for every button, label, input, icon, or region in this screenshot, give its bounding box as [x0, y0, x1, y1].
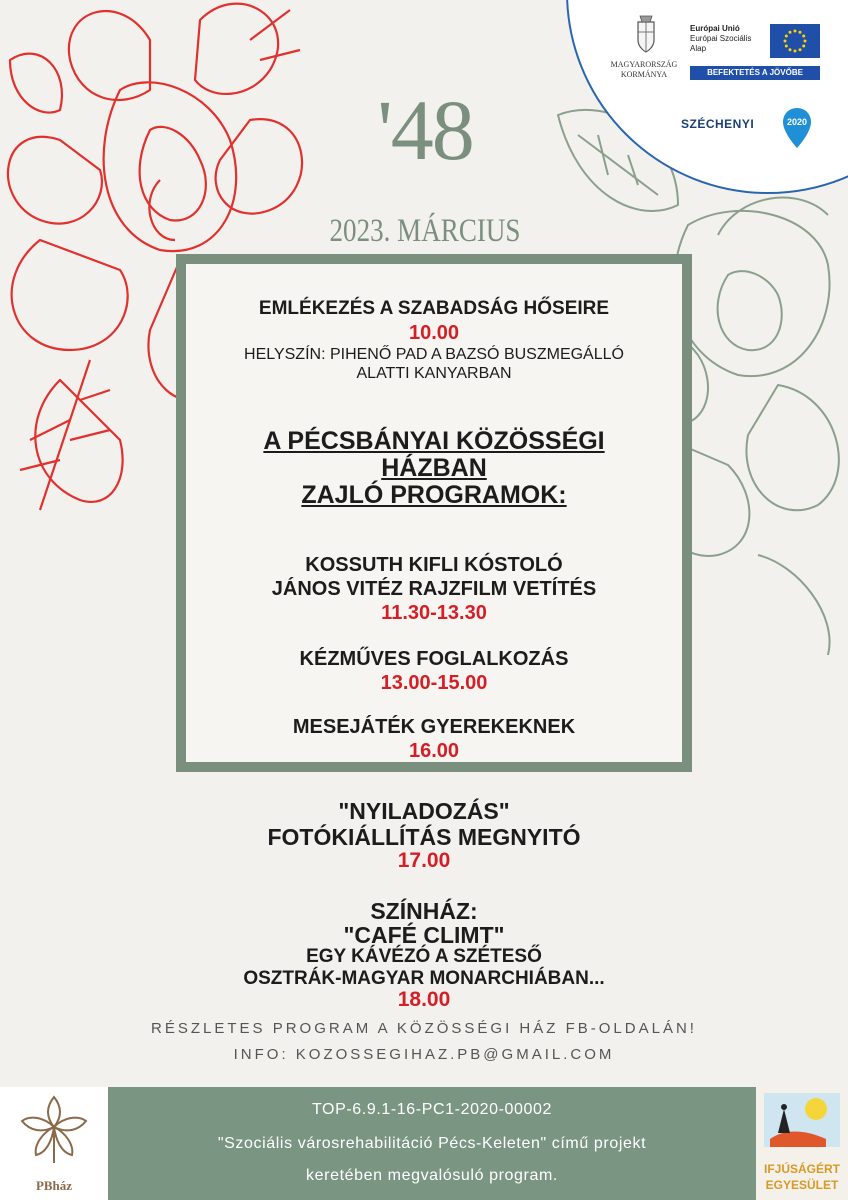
venue-heading-line2: HÁZBAN [381, 454, 487, 482]
memorial-title: EMLÉKEZÉS A SZABADSÁG HŐSEIRE [258, 298, 610, 319]
program-box [176, 254, 692, 772]
hungary-government-label [604, 60, 684, 80]
theatre-line3: EGY KÁVÉZÓ A SZÉTESŐ [306, 946, 542, 967]
ifjusag-label-line1: IFJÚSÁGÉRT [763, 1162, 840, 1176]
eu-label-line1: Európai Unió [690, 24, 740, 33]
szechenyi-year: 2020 [786, 117, 808, 127]
location-line2: ALATTI KANYARBAN [356, 365, 512, 382]
year-heading: '48 [377, 82, 473, 178]
project-line3: keretében megvalósuló program. [306, 1167, 558, 1184]
event3-time: 16.00 [408, 740, 460, 762]
event3-title: MESEJÁTÉK GYEREKEKNEK [292, 716, 576, 738]
eu-label [690, 24, 768, 54]
ifjusag-illustration-icon [764, 1093, 840, 1147]
event2-title: KÉZMŰVES FOGLALKOZÁS [299, 648, 569, 670]
project-line2: "Szociális városrehabilitáció Pécs-Keleten" című projekt [217, 1135, 647, 1152]
eu-flag-icon [770, 24, 820, 58]
hungarian-coat-of-arms-icon [634, 14, 658, 56]
exhibit-time: 17.00 [397, 849, 451, 872]
exhibit-line2: FOTÓKIÁLLÍTÁS MEGNYITÓ [267, 824, 581, 850]
footer-project-band [108, 1087, 756, 1200]
theatre-line4: OSZTRÁK-MAGYAR MONARCHIÁBAN... [243, 968, 605, 989]
event-date: 2023. MÁRCIUS [329, 213, 521, 249]
details-note: RÉSZLETES PROGRAM A KÖZÖSSÉGI HÁZ FB-OLDALÁN! [151, 1020, 697, 1037]
location-line1: HELYSZÍN: PIHENŐ PAD A BAZSÓ BUSZMEGÁLLÓ [244, 346, 624, 363]
pbhaz-label: PBház [35, 1178, 73, 1193]
eu-label-line2: Európai Szociális [690, 34, 752, 43]
eu-banner: BEFEKTETÉS A JÖVŐBE [690, 66, 820, 80]
memorial-time: 10.00 [408, 322, 460, 344]
eu-label-line3: Alap [690, 44, 707, 53]
exhibit-line1: "NYILADOZÁS" [338, 798, 510, 824]
szechenyi-label: SZÉCHENYI [681, 117, 755, 131]
event2-time: 13.00-15.00 [380, 672, 488, 694]
contact-info: INFO: KOZOSSEGIHAZ.PB@GMAIL.COM [233, 1046, 615, 1063]
theatre-line2: "CAFÉ CLIMT" [343, 922, 505, 948]
venue-heading-line3: ZAJLÓ PROGRAMOK: [301, 481, 567, 509]
venue-heading-line1: A PÉCSBÁNYAI KÖZÖSSÉGI [263, 427, 605, 455]
event1-time: 11.30-13.30 [381, 602, 487, 624]
ifjusag-label-line2: EGYESÜLET [765, 1178, 839, 1192]
project-code: TOP-6.9.1-16-PC1-2020-00002 [311, 1101, 553, 1118]
hungary-label-line1: MAGYARORSZÁG [610, 60, 678, 69]
event1-line1: KOSSUTH KIFLI KÓSTOLÓ [305, 554, 563, 576]
leaf-icon [18, 1093, 90, 1165]
hungary-label-line2: KORMÁNYA [620, 70, 668, 79]
event1-line2: JÁNOS VITÉZ RAJZFILM VETÍTÉS [271, 578, 597, 600]
szechenyi-pin-icon [781, 106, 813, 150]
theatre-line1: SZÍNHÁZ: [370, 898, 478, 924]
theatre-time: 18.00 [397, 988, 451, 1011]
